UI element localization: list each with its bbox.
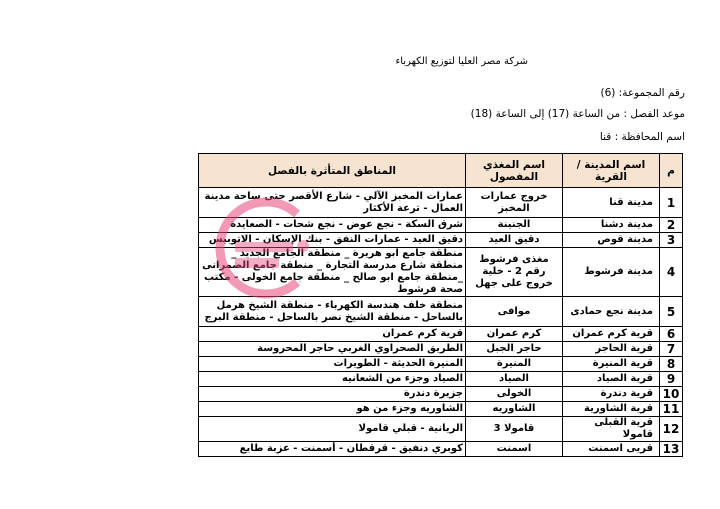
feeder-name: موافى	[466, 297, 563, 327]
table-row	[199, 233, 683, 248]
city-name: قرية كرم عمران	[563, 327, 660, 342]
row-number: 1	[660, 188, 683, 218]
table-row	[199, 218, 683, 233]
affected-areas: دقيق العيد - عمارات النفق - بنك الإسكان - الاتوبيس	[199, 233, 466, 248]
row-number: 5	[660, 297, 683, 327]
affected-areas: منطقة جامع ابو هريرة _ منطقة الجامع الجديد _ منطقة شارع مدرسة التجارة _ منطقة جامع الضمرانى _منطقة جامع ابو صالح _ منطقة جامع الخولى - مكتب صحة فرشوط	[199, 248, 466, 297]
city-name: قرية دندرة	[563, 387, 660, 402]
affected-areas: منطقة خلف هندسة الكهرباء - منطقة الشيخ هرمل بالساحل - منطقة الشيخ نصر بالساحل - منطقة البرج	[199, 297, 466, 327]
feeder-name: المنيرة	[466, 357, 563, 372]
city-name: قرية المنيرة	[563, 357, 660, 372]
row-number: 7	[660, 342, 683, 357]
table-row	[199, 342, 683, 357]
col-areas-header: المناطق المتأثرة بالفصل	[199, 154, 466, 188]
affected-areas: الشاوريه وجزء من هو	[199, 402, 466, 417]
table-row	[199, 297, 683, 327]
feeder-name: حاجر الجبل	[466, 342, 563, 357]
city-name: مدينة فرشوط	[563, 248, 660, 297]
table-row	[199, 357, 683, 372]
row-number: 8	[660, 357, 683, 372]
row-number: 2	[660, 218, 683, 233]
feeder-name: مغذى فرشوط رقم 2 - خلية خروج على جهل	[466, 248, 563, 297]
table-header-row	[199, 154, 683, 188]
col-city-header: اسم المدينة / القرية	[563, 154, 660, 188]
row-number: 13	[660, 442, 683, 457]
col-number-header: م	[660, 154, 683, 188]
table-row	[199, 387, 683, 402]
city-name: مدينة نجع حمادى	[563, 297, 660, 327]
feeder-name: الخولى	[466, 387, 563, 402]
table-row	[199, 248, 683, 297]
affected-areas: الطريق الصحراوي الغربي حاجر المحروسة	[199, 342, 466, 357]
feeder-name: دقيق العيد	[466, 233, 563, 248]
table-row	[199, 402, 683, 417]
affected-areas: شرق السكة - نجع عوض - نجع شحات - الصعايدة	[199, 218, 466, 233]
affected-areas: جزيرة دندرة	[199, 387, 466, 402]
city-name: مدينة قوص	[563, 233, 660, 248]
table-row	[199, 417, 683, 442]
city-name: قرية الصياد	[563, 372, 660, 387]
row-number: 12	[660, 417, 683, 442]
city-name: قرية القبلى قامولا	[563, 417, 660, 442]
row-number: 6	[660, 327, 683, 342]
table-row	[199, 327, 683, 342]
table-row	[199, 188, 683, 218]
affected-areas: المنيرة الحديثة - الطويرات	[199, 357, 466, 372]
governorate-name: اسم المحافظة : قنا	[599, 131, 685, 143]
feeder-name: اسمنت	[466, 442, 563, 457]
affected-areas: قرية كرم عمران	[199, 327, 466, 342]
table-row	[199, 442, 683, 457]
row-number: 9	[660, 372, 683, 387]
table-row	[199, 372, 683, 387]
feeder-name: كرم عمران	[466, 327, 563, 342]
feeder-name: الجنينة	[466, 218, 563, 233]
col-feeder-header: اسم المغذي المفصول	[466, 154, 563, 188]
row-number: 3	[660, 233, 683, 248]
city-name: مدينة دشنا	[563, 218, 660, 233]
outage-schedule-table	[198, 153, 683, 457]
city-name: قرية الحاجر	[563, 342, 660, 357]
city-name: مدينة قنا	[563, 188, 660, 218]
feeder-name: قامولا 3	[466, 417, 563, 442]
affected-areas: الصياد وجزء من الشعانيه	[199, 372, 466, 387]
row-number: 4	[660, 248, 683, 297]
row-number: 11	[660, 402, 683, 417]
feeder-name: خروج عمارات المخبز	[466, 188, 563, 218]
cutoff-time: موعد الفصل : من الساعة (17) إلى الساعة (18)	[470, 108, 685, 120]
table-body	[199, 188, 683, 457]
affected-areas: كوبري دنفيق - قرقطان - أسمنت - عزبة طايع	[199, 442, 466, 457]
affected-areas: عمارات المخبز الآلي - شارع الأقصر حتى ساحة مدينة العمال - ترعة الأكثار	[199, 188, 466, 218]
city-name: قرية الشاورية	[563, 402, 660, 417]
group-number: رقم المجموعة: (6)	[600, 87, 685, 99]
feeder-name: الصياد	[466, 372, 563, 387]
feeder-name: الشاوريه	[466, 402, 563, 417]
row-number: 10	[660, 387, 683, 402]
city-name: قريى اسمنت	[563, 442, 660, 457]
affected-areas: الريانية - قبلي قامولا	[199, 417, 466, 442]
company-name: شركة مصر العليا لتوزيع الكهرباء	[395, 56, 528, 67]
